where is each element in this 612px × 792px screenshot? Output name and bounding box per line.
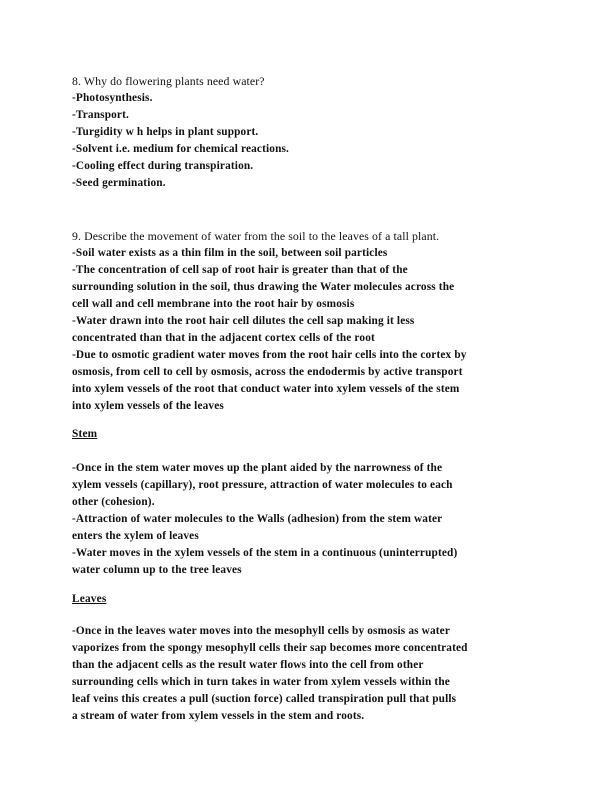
q8-answer-item: -Cooling effect during transpiration. (72, 160, 254, 172)
stem-line: -Water moves in the xylem vessels of the stem in a continuous (uninterrupted) (72, 547, 458, 559)
stem-line: water column up to the tree leaves (72, 564, 242, 576)
q8-answer-item: -Photosynthesis. (72, 92, 153, 104)
q9-answer-line: -Due to osmotic gradient water moves from the root hair cells into the cortex by (72, 349, 467, 361)
q9-answer-line: osmosis, from cell to cell by osmosis, across the endodermis by active transport (72, 366, 463, 378)
leaves-line: than the adjacent cells as the result water flows into the cell from other (72, 659, 424, 671)
q9-answer-line: -Soil water exists as a thin film in the soil, between soil particles (72, 247, 388, 259)
leaves-body-section (72, 623, 548, 725)
stem-heading: Stem (72, 428, 98, 440)
leaves-line: leaf veins this creates a pull (suction force) called transpiration pull that pulls (72, 693, 457, 705)
q9-answer-line: -Water drawn into the root hair cell dilutes the cell sap making it less (72, 315, 415, 327)
q9-answer-line: surrounding solution in the soil, thus drawing the Water molecules across the (72, 281, 455, 293)
q8-answer-item: -Seed germination. (72, 177, 166, 189)
question-9-title: 9. Describe the movement of water from the soil to the leaves of a tall plant. (72, 229, 440, 243)
stem-heading-section (72, 426, 548, 443)
leaves-line: -Once in the leaves water moves into the mesophyll cells by osmosis as water (72, 625, 450, 637)
leaves-heading-section (72, 591, 548, 608)
stem-line: -Once in the stem water moves up the plant aided by the narrowness of the (72, 462, 443, 474)
q9-answer-line: into xylem vessels of the root that conduct water into xylem vessels of the stem (72, 383, 460, 395)
stem-body-section (72, 460, 548, 579)
stem-line: xylem vessels (capillary), root pressure, attraction of water molecules to each (72, 479, 453, 491)
question-9-section (72, 228, 548, 415)
q9-answer-line: concentrated than that in the adjacent cortex cells of the root (72, 332, 375, 344)
q8-answer-item: -Transport. (72, 109, 129, 121)
stem-line: other (cohesion). (72, 496, 155, 508)
leaves-line: a stream of water from xylem vessels in the stem and roots. (72, 710, 365, 722)
q9-answer-line: cell wall and cell membrane into the root hair by osmosis (72, 298, 355, 310)
leaves-line: surrounding cells which in turn takes in water from xylem vessels within the (72, 676, 450, 688)
leaves-heading: Leaves (72, 593, 107, 605)
q8-answer-item: -Turgidity w h helps in plant support. (72, 126, 259, 138)
stem-line: -Attraction of water molecules to the Walls (adhesion) from the stem water (72, 513, 443, 525)
q8-answer-item: -Solvent i.e. medium for chemical reactions. (72, 143, 290, 155)
stem-line: enters the xylem of leaves (72, 530, 199, 542)
leaves-line: vaporizes from the spongy mesophyll cells their sap becomes more concentrated (72, 642, 468, 654)
question-8-title: 8. Why do flowering plants need water? (72, 74, 265, 88)
question-8-section (72, 73, 548, 192)
q9-answer-line: into xylem vessels of the leaves (72, 400, 224, 412)
q9-answer-line: -The concentration of cell sap of root hair is greater than that of the (72, 264, 408, 276)
